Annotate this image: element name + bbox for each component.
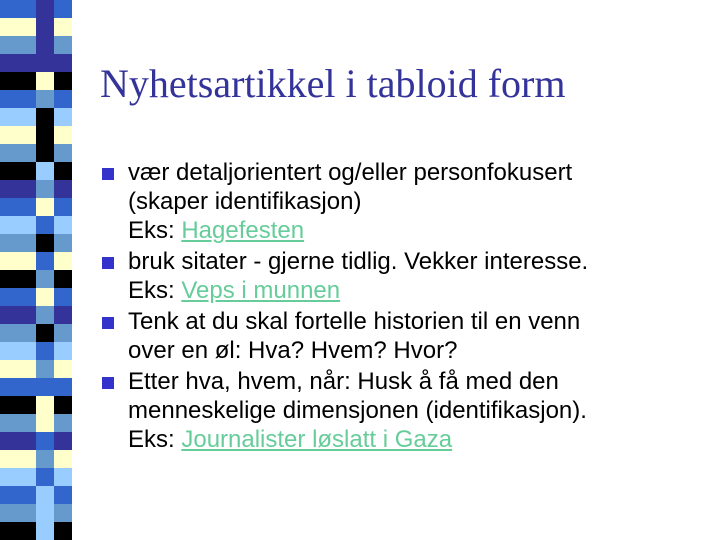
stripe-cell (0, 522, 72, 540)
example-link-journalister[interactable]: Journalister løslatt i Gaza (181, 426, 453, 453)
stripe-cell (0, 216, 72, 234)
stripe-square (36, 72, 54, 90)
square-bullet-icon (102, 168, 114, 180)
stripe-square (36, 162, 54, 180)
stripe-cell (0, 198, 72, 216)
stripe-cell (0, 324, 72, 342)
bullet-text: Etter hva, hvem, når: Husk å få med den (128, 368, 559, 395)
stripe-square (36, 0, 54, 18)
example-line (128, 216, 695, 245)
stripe-square (36, 396, 54, 414)
stripe-cell (0, 486, 72, 504)
stripe-square (36, 522, 54, 540)
stripe-square (36, 180, 54, 198)
stripe-square (36, 90, 54, 108)
stripe-square (36, 270, 54, 288)
stripe-square (36, 18, 54, 36)
stripe-cell (0, 36, 72, 54)
slide-title: Nyhetsartikkel i tabloid form (100, 61, 566, 106)
stripe-cell (0, 342, 72, 360)
stripe-cell (0, 18, 72, 36)
square-bullet-icon (102, 257, 114, 269)
decorative-stripe (0, 0, 72, 540)
stripe-square (36, 504, 54, 522)
stripe-cell (0, 432, 72, 450)
stripe-square (36, 360, 54, 378)
stripe-square (36, 450, 54, 468)
stripe-cell (0, 162, 72, 180)
stripe-cell (0, 306, 72, 324)
stripe-square (36, 36, 54, 54)
stripe-square (36, 54, 54, 72)
bullet-list (95, 158, 695, 456)
example-prefix: Eks: (128, 277, 182, 304)
stripe-square (36, 144, 54, 162)
stripe-square (36, 288, 54, 306)
bullet-item (95, 307, 695, 365)
square-bullet-icon (102, 377, 114, 389)
example-line (128, 276, 695, 305)
stripe-square (36, 486, 54, 504)
stripe-cell (0, 360, 72, 378)
stripe-square (36, 432, 54, 450)
stripe-square (36, 252, 54, 270)
stripe-cell (0, 234, 72, 252)
bullet-text: Tenk at du skal fortelle historien til en venn (128, 308, 581, 335)
stripe-cell (0, 252, 72, 270)
stripe-cell (0, 468, 72, 486)
stripe-cell (0, 450, 72, 468)
example-prefix: Eks: (128, 426, 182, 453)
stripe-cell (0, 126, 72, 144)
stripe-cell (0, 396, 72, 414)
title-divider (100, 130, 660, 131)
stripe-square (36, 468, 54, 486)
stripe-square (36, 414, 54, 432)
stripe-square (36, 306, 54, 324)
stripe-cell (0, 108, 72, 126)
stripe-square (36, 126, 54, 144)
bullet-item (95, 247, 695, 305)
stripe-square (36, 324, 54, 342)
example-link-hagefesten[interactable]: Hagefesten (181, 217, 305, 244)
stripe-cell (0, 270, 72, 288)
stripe-cell (0, 144, 72, 162)
stripe-cell (0, 414, 72, 432)
example-link-veps[interactable]: Veps i munnen (181, 277, 341, 304)
bullet-text: (skaper identifikasjon) (128, 188, 362, 215)
stripe-square (36, 342, 54, 360)
stripe-cell (0, 504, 72, 522)
bullet-text: bruk sitater - gjerne tidlig. Vekker interesse. (128, 248, 589, 275)
example-prefix: Eks: (128, 217, 182, 244)
bullet-item (95, 158, 695, 245)
stripe-cell (0, 90, 72, 108)
stripe-square (36, 198, 54, 216)
bullet-item (95, 367, 695, 454)
stripe-cell (0, 54, 72, 72)
stripe-square (36, 378, 54, 396)
example-line (128, 425, 695, 454)
stripe-square (36, 234, 54, 252)
stripe-cell (0, 180, 72, 198)
stripe-square (36, 108, 54, 126)
stripe-cell (0, 72, 72, 90)
square-bullet-icon (102, 317, 114, 329)
bullet-text: over en øl: Hva? Hvem? Hvor? (128, 337, 458, 364)
stripe-cell (0, 288, 72, 306)
bullet-text: vær detaljorientert og/eller personfokusert (128, 159, 573, 186)
bullet-text: menneskelige dimensjonen (identifikasjon). (128, 397, 587, 424)
stripe-square (36, 216, 54, 234)
stripe-cell (0, 378, 72, 396)
stripe-cell (0, 0, 72, 18)
